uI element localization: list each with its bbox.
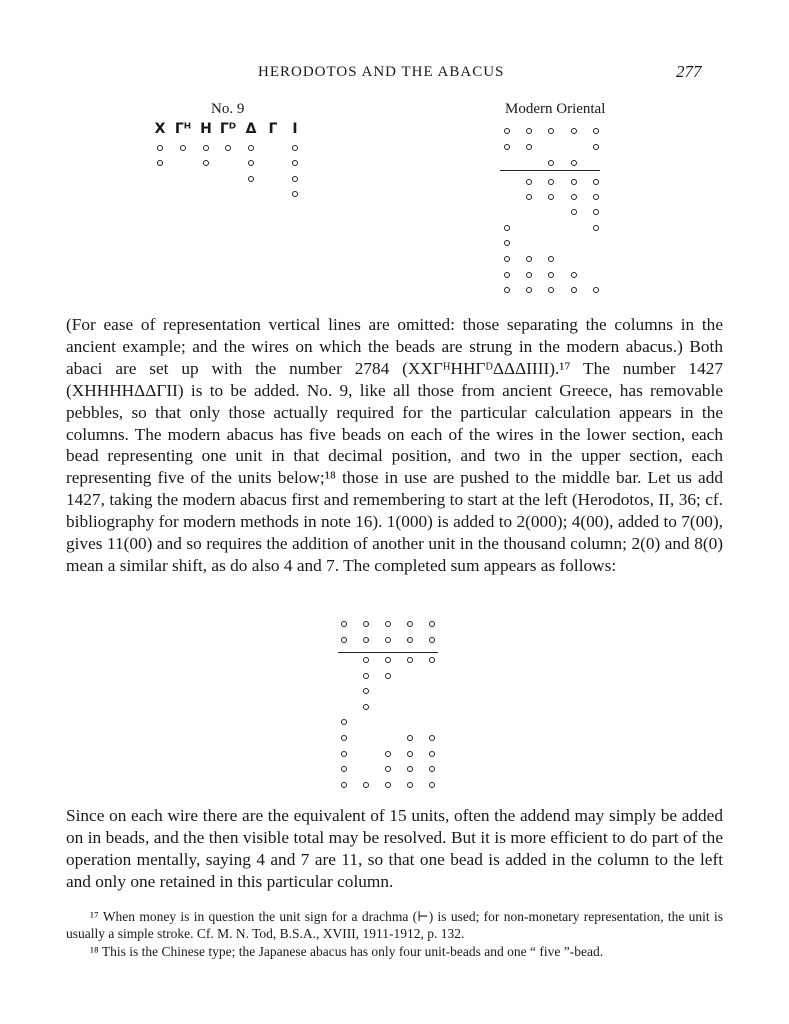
bead [429, 735, 435, 741]
abacus-middle-bar [500, 170, 600, 171]
bead [526, 256, 532, 262]
paragraph-2: Since on each wire there are the equivalent of 15 units, often the addend may simply be added on in beads, and the then visible total may be resolved. But it is more efficient to do part of the operation mentally, saying 4 and 7 are 11, so that one bead is added in the column to the left and only one retained in this particular column. [66, 806, 723, 891]
footnote-17: ¹⁷ When money is in question the unit sign for a drachma (⊢) is used; for non-monetary representation, the unit is usually a simple stroke. Cf. M. N. Tod, B.S.A., XVIII, 1911-1912, p. 132. [66, 909, 723, 941]
bead [385, 766, 391, 772]
bead [157, 160, 163, 166]
bead [526, 272, 532, 278]
bead [407, 657, 413, 663]
bead [429, 751, 435, 757]
bead [363, 782, 369, 788]
column-symbol: I [292, 121, 298, 137]
bead [248, 145, 254, 151]
bead [385, 637, 391, 643]
bead [593, 179, 599, 185]
bead [385, 673, 391, 679]
bead [593, 225, 599, 231]
bead [571, 128, 577, 134]
bead [407, 751, 413, 757]
bead [407, 782, 413, 788]
bead [526, 194, 532, 200]
bead [341, 735, 347, 741]
column-symbol: Δ [245, 121, 257, 137]
bead [571, 287, 577, 293]
bead [571, 209, 577, 215]
bead [504, 272, 510, 278]
bead [203, 160, 209, 166]
column-symbol: Γ [268, 121, 278, 137]
bead [341, 637, 347, 643]
bead [526, 287, 532, 293]
sum-middle-bar [338, 652, 438, 653]
bead [504, 128, 510, 134]
bead [526, 128, 532, 134]
bead [526, 144, 532, 150]
bead [504, 144, 510, 150]
bead [363, 688, 369, 694]
column-symbol: X [154, 121, 166, 137]
bead [407, 637, 413, 643]
bead [341, 751, 347, 757]
bead [548, 272, 554, 278]
bead [363, 657, 369, 663]
bead [363, 621, 369, 627]
bead [504, 287, 510, 293]
bead [571, 160, 577, 166]
bead [341, 621, 347, 627]
bead [526, 179, 532, 185]
bead [407, 621, 413, 627]
bead [292, 145, 298, 151]
bead [407, 735, 413, 741]
bead [341, 719, 347, 725]
bead [341, 782, 347, 788]
bead [429, 766, 435, 772]
bead [571, 194, 577, 200]
bead [363, 637, 369, 643]
bead [504, 256, 510, 262]
bead [385, 782, 391, 788]
bead [203, 145, 209, 151]
bead [292, 160, 298, 166]
column-symbol: Γᴴ [174, 121, 192, 137]
bead [548, 160, 554, 166]
column-symbol: Γᴰ [219, 121, 237, 137]
figure-no9-label: No. 9 [211, 101, 245, 117]
bead [593, 209, 599, 215]
page-number: 277 [676, 62, 702, 81]
column-symbol: H [200, 121, 212, 137]
bead [571, 179, 577, 185]
bead [548, 128, 554, 134]
bead [248, 160, 254, 166]
bead [593, 144, 599, 150]
bead [363, 704, 369, 710]
footnote-18: ¹⁸ This is the Chinese type; the Japanese abacus has only four unit-beads and one “ five ”-bead. [90, 944, 604, 959]
bead [593, 287, 599, 293]
bead [429, 782, 435, 788]
bead [341, 766, 347, 772]
bead [385, 751, 391, 757]
bead [292, 176, 298, 182]
bead [429, 637, 435, 643]
bead [571, 272, 577, 278]
bead [363, 673, 369, 679]
bead [504, 240, 510, 246]
figure-modern-label: Modern Oriental [505, 101, 606, 117]
paragraph-1: (For ease of representation vertical lines are omitted: those separating the columns in the ancient example; and the wires on which the beads are strung in the modern abacus.) Both abaci are set up with the number 2784 (XXΓᴴHHΓᴰΔΔΔIIII).¹⁷ The number 1427 (XHHHHΔΔΓII) is to be added. No. 9, like all those from ancient Greece, has removable pebbles, so that only those actually required for the particular calculation appears in the columns. The modern abacus has five beads on each of the wires in the lower section, each bead representing one unit in that decimal position, and two in the upper section, each representing five of the units below;¹⁸ those in use are pushed to the middle bar. Let us add 1427, taking the modern abacus first and remembering to start at the left (Herodotos, II, 36; cf. bibliography for modern methods in note 16). 1(000) is added to 2(000); 4(00), added to 7(00), gives 11(00) and so requires the addition of another unit in the thousand column; 2(0) and 8(0) mean a similar shift, as do also 4 and 7. The completed sum appears as follows: [66, 315, 723, 575]
bead [385, 657, 391, 663]
bead [429, 657, 435, 663]
bead [157, 145, 163, 151]
bead [292, 191, 298, 197]
bead [548, 179, 554, 185]
bead [593, 128, 599, 134]
bead [429, 621, 435, 627]
bead [385, 621, 391, 627]
bead [248, 176, 254, 182]
bead [225, 145, 231, 151]
bead [548, 287, 554, 293]
bead [504, 225, 510, 231]
bead [407, 766, 413, 772]
bead [180, 145, 186, 151]
running-header: HERODOTOS AND THE ABACUS [258, 64, 505, 80]
bead [548, 194, 554, 200]
bead [593, 194, 599, 200]
bead [548, 256, 554, 262]
